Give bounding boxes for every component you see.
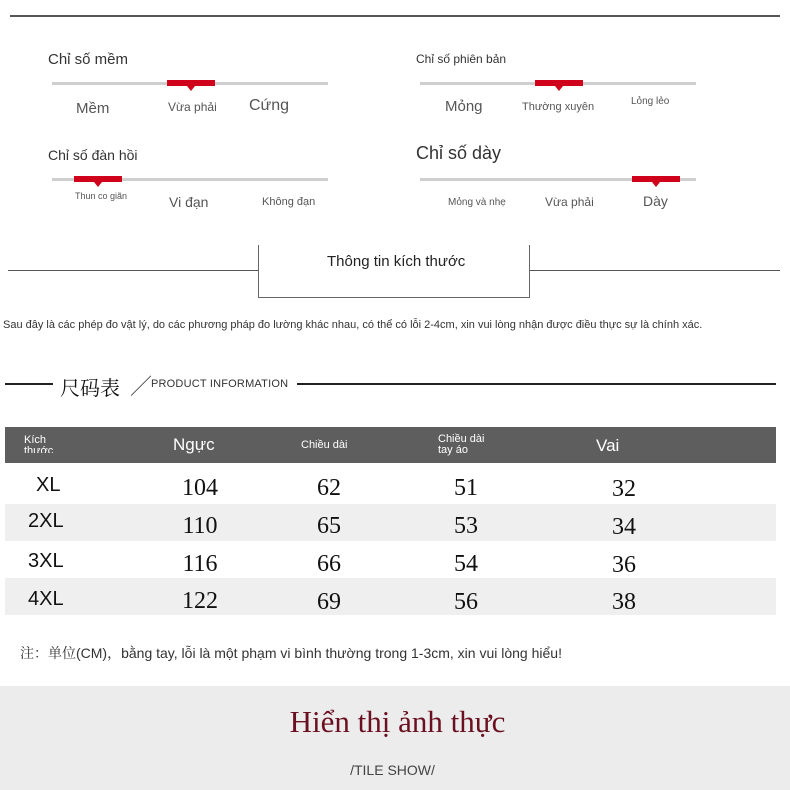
elasticity-marker [74, 176, 122, 182]
thickness-option-1: Mỏng và nhẹ [448, 197, 506, 208]
cell-chest: 104 [182, 475, 218, 501]
cell-shoulder: 34 [612, 514, 636, 540]
cell-shoulder: 32 [612, 476, 636, 502]
cell-sleeve: 53 [454, 513, 478, 539]
elasticity-track [52, 178, 328, 181]
size-chart-line-left [5, 383, 53, 385]
header-sleeve: Chiều dài tay áo [438, 433, 485, 456]
cell-length: 69 [317, 589, 341, 615]
elasticity-option-3: Không đạn [262, 196, 316, 208]
version-option-1: Mỏng [445, 98, 483, 115]
header-length: Chiều dài [301, 439, 348, 451]
softness-marker [167, 80, 215, 86]
softness-option-3: Cứng [249, 97, 290, 114]
version-title: Chỉ số phiên bản [416, 52, 507, 66]
cell-chest: 116 [182, 551, 218, 577]
cell-length: 62 [317, 475, 341, 501]
measurement-footnote: 注：单位(CM)，bằng tay, lỗi là một phạm vi bình thường trong 1-3cm, xin vui lòng hiểu! [20, 645, 562, 661]
softness-option-1: Mềm [76, 100, 110, 117]
section-line-right [528, 270, 780, 271]
elasticity-option-1: Thun co giãn [75, 191, 128, 201]
size-chart-subheading: PRODUCT INFORMATION [151, 378, 289, 390]
header-shoulder: Vai [596, 436, 620, 455]
version-marker [535, 80, 583, 86]
table-header [5, 427, 776, 463]
softness-title: Chỉ số mềm [48, 51, 129, 68]
cell-size: XL [36, 474, 61, 496]
cell-shoulder: 38 [612, 589, 636, 615]
thickness-track [420, 178, 696, 181]
banner-title: Hiển thị ảnh thực [289, 704, 506, 739]
cell-chest: 110 [182, 513, 218, 539]
cell-size: 2XL [28, 510, 64, 532]
cell-sleeve: 51 [454, 475, 478, 501]
thickness-option-3: Dày [643, 193, 668, 209]
top-divider [10, 15, 780, 17]
thickness-option-2: Vừa phải [545, 195, 594, 209]
version-option-2: Thường xuyên [522, 101, 595, 113]
header-size: Kích thước [24, 435, 54, 453]
section-title: Thông tin kích thước [327, 253, 466, 270]
softness-track [52, 82, 328, 85]
cell-size: 3XL [28, 550, 64, 572]
cell-sleeve: 56 [454, 589, 478, 615]
elasticity-option-2: Vi đạn [169, 194, 209, 210]
softness-option-2: Vừa phải [168, 100, 217, 114]
cell-size: 4XL [28, 588, 64, 610]
elasticity-title: Chỉ số đàn hồi [48, 147, 138, 163]
size-chart-line-right [297, 383, 776, 385]
cell-shoulder: 36 [612, 552, 636, 578]
cell-length: 65 [317, 513, 341, 539]
cell-length: 66 [317, 551, 341, 577]
measurement-note: Sau đây là các phép đo vật lý, do các phương pháp đo lường khác nhau, có thể có lỗi 2-4cm, xin vui lòng nhận được điều thực sự là chính xác. [3, 319, 703, 331]
thickness-marker [632, 176, 680, 182]
version-track [420, 82, 696, 85]
cell-sleeve: 54 [454, 551, 478, 577]
cell-chest: 122 [182, 588, 218, 614]
header-chest: Ngực [173, 435, 215, 454]
version-option-3: Lỏng lẻo [631, 96, 670, 107]
section-line-left [8, 270, 259, 271]
thickness-title: Chỉ số dày [416, 143, 502, 163]
banner-subtitle: /TILE SHOW/ [350, 762, 435, 778]
size-chart-heading: 尺码表 [60, 378, 120, 400]
size-chart-slash: ／ [130, 374, 153, 399]
